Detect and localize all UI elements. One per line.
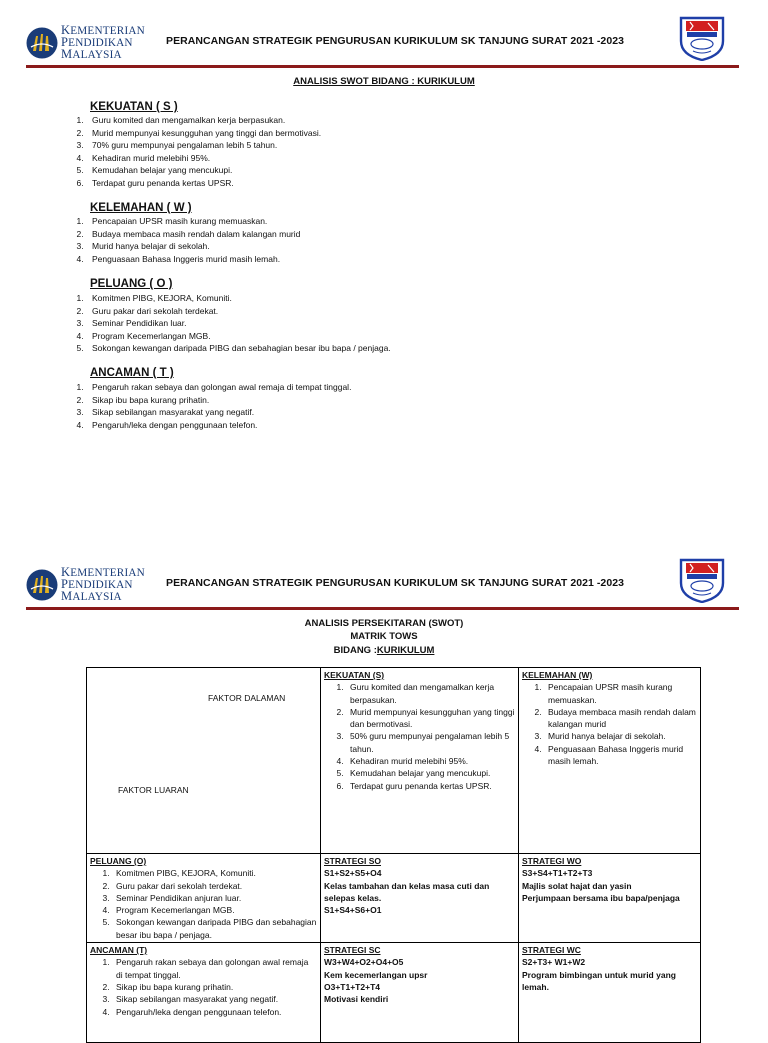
- header-divider: [26, 607, 739, 610]
- list-item: 4. Kehadiran murid melebihi 95%.: [346, 755, 515, 767]
- school-crest: [678, 15, 726, 61]
- section-heading-opportunities: PELUANG ( O ): [90, 278, 173, 290]
- internal-factor-label: FAKTOR DALAMAN: [208, 693, 286, 703]
- list-item: 5. Sokongan kewangan daripada PIBG dan sebahagian besar ibu bapa / penjaga.: [112, 916, 317, 941]
- list-item: 5. Sokongan kewangan daripada PIBG dan sebahagian besar ibu bapa / penjaga.: [86, 342, 391, 355]
- table-row: [87, 943, 701, 1043]
- strategy-wc-cell: STRATEGI WC S2+T3+ W1+W2 Program bimbingan untuk murid yang lemah.: [519, 943, 701, 1043]
- ministry-emblem-icon: [26, 27, 58, 59]
- list-item: 3. 50% guru mempunyai pengalaman lebih 5 tahun.: [346, 730, 515, 755]
- list-item: 1. Pengaruh rakan sebaya dan golongan awal remaja di tempat tinggal.: [86, 381, 351, 394]
- weaknesses-cell: KELEMAHAN (W) 1. Pencapaian UPSR masih kurang memuaskan. 2. Budaya membaca masih rendah dalam kalangan murid 3. Murid hanya belajar di sekolah. 4. Penguasaan Bahasa Inggeris murid masih lemah.: [519, 668, 701, 854]
- list-item: 2. Sikap ibu bapa kurang prihatin.: [112, 981, 317, 993]
- table-row: [87, 854, 701, 943]
- list-item: 3. Seminar Pendidikan luar.: [86, 317, 391, 330]
- strengths-list: [56, 114, 321, 190]
- threats-list: [56, 381, 351, 431]
- section-heading-threats: ANCAMAN ( T ): [90, 367, 174, 379]
- list-item: 4. Program Kecemerlangan MGB.: [86, 330, 391, 343]
- list-item: 2. Guru pakar dari sekolah terdekat.: [86, 305, 391, 318]
- strategy-wo-cell: STRATEGI WO S3+S4+T1+T2+T3 Majlis solat hajat dan yasin Perjumpaan bersama ibu bapa/penjaga: [519, 854, 701, 943]
- ministry-logo: [26, 25, 151, 59]
- list-item: 3. Murid hanya belajar di sekolah.: [544, 730, 697, 742]
- ministry-emblem-icon: [26, 569, 58, 601]
- external-factor-label: FAKTOR LUARAN: [118, 785, 189, 795]
- strategy-so-cell: STRATEGI SO S1+S2+S5+O4 Kelas tambahan dan kelas masa cuti dan selepas kelas. S1+S4+S6+O1: [321, 854, 519, 943]
- header-divider: [26, 65, 739, 68]
- threats-cell: ANCAMAN (T) 1. Pengaruh rakan sebaya dan golongan awal remaja di tempat tinggal. 2. Sikap ibu bapa kurang prihatin. 3. Sikap sebilangan masyarakat yang negatif. 4. Pengaruh/leka dengan penggunaan telefon.: [87, 943, 321, 1043]
- list-item: 3. Murid hanya belajar di sekolah.: [86, 240, 300, 253]
- list-item: 2. Budaya membaca masih rendah dalam kalangan murid: [544, 706, 697, 731]
- opportunities-list: [56, 292, 391, 355]
- list-item: 1. Pencapaian UPSR masih kurang memuaskan.: [544, 681, 697, 706]
- list-item: 2. Sikap ibu bapa kurang prihatin.: [86, 394, 351, 407]
- list-item: 4. Pengaruh/leka dengan penggunaan telefon.: [112, 1006, 317, 1018]
- list-item: 3. Seminar Pendidikan anjuran luar.: [112, 892, 317, 904]
- list-item: 4. Penguasaan Bahasa Inggeris murid masih lemah.: [86, 253, 300, 266]
- header-title: PERANCANGAN STRATEGIK PENGURUSAN KURIKULUM SK TANJUNG SURAT 2021 -2023: [166, 577, 624, 589]
- list-item: 1. Komitmen PIBG, KEJORA, Komuniti.: [86, 292, 391, 305]
- section-heading-weaknesses: KELEMAHAN ( W ): [90, 202, 192, 214]
- list-item: 1. Pengaruh rakan sebaya dan golongan awal remaja di tempat tinggal.: [112, 956, 317, 981]
- list-item: 1. Komitmen PIBG, KEJORA, Komuniti.: [112, 867, 317, 879]
- list-item: 6. Terdapat guru penanda kertas UPSR.: [346, 780, 515, 792]
- list-item: 1. Guru komited dan mengamalkan kerja berpasukan.: [346, 681, 515, 706]
- tows-title-3: BIDANG :KURIKULUM: [333, 645, 435, 656]
- list-item: 2. Murid mempunyai kesungguhan yang tinggi dan bermotivasi.: [86, 127, 321, 140]
- list-item: 2. Murid mempunyai kesungguhan yang tinggi dan bermotivasi.: [346, 706, 515, 731]
- tows-title-2: MATRIK TOWS: [350, 631, 418, 642]
- list-item: 1. Guru komited dan mengamalkan kerja berpasukan.: [86, 114, 321, 127]
- list-item: 2. Budaya membaca masih rendah dalam kalangan murid: [86, 228, 300, 241]
- ministry-logo: [26, 567, 151, 601]
- logo-text: KEMENTERIAN PENDIDIKAN MALAYSIA: [61, 565, 145, 603]
- section-heading-strengths: KEKUATAN ( S ): [90, 101, 178, 113]
- logo-text: KEMENTERIAN PENDIDIKAN MALAYSIA: [61, 23, 145, 61]
- list-item: 3. Sikap sebilangan masyarakat yang negatif.: [86, 406, 351, 419]
- list-item: 3. 70% guru mempunyai pengalaman lebih 5 tahun.: [86, 139, 321, 152]
- list-item: 4. Pengaruh/leka dengan penggunaan telefon.: [86, 419, 351, 432]
- list-item: 2. Guru pakar dari sekolah terdekat.: [112, 880, 317, 892]
- list-item: 6. Terdapat guru penanda kertas UPSR.: [86, 177, 321, 190]
- strategy-sc-cell: STRATEGI SC W3+W4+O2+O4+O5 Kem kecemerlangan upsr O3+T1+T2+T4 Motivasi kendiri: [321, 943, 519, 1043]
- swot-page-title: ANALISIS SWOT BIDANG : KURIKULUM: [293, 76, 475, 87]
- list-item: 3. Sikap sebilangan masyarakat yang negatif.: [112, 993, 317, 1005]
- header-title: PERANCANGAN STRATEGIK PENGURUSAN KURIKULUM SK TANJUNG SURAT 2021 -2023: [166, 35, 624, 47]
- list-item: 5. Kemudahan belajar yang mencukupi.: [346, 767, 515, 779]
- strengths-cell: KEKUATAN (S) 1. Guru komited dan mengamalkan kerja berpasukan. 2. Murid mempunyai kesungguhan yang tinggi dan bermotivasi. 3. 50% guru mempunyai pengalaman lebih 5 tahun. 4. Kehadiran murid melebihi 95%. 5. Kemudahan belajar yang mencukupi. 6. Terdapat guru penanda kertas UPSR.: [321, 668, 519, 854]
- list-item: 5. Kemudahan belajar yang mencukupi.: [86, 164, 321, 177]
- corner-cell: [87, 668, 321, 854]
- opportunities-cell: PELUANG (O) 1. Komitmen PIBG, KEJORA, Komuniti. 2. Guru pakar dari sekolah terdekat. 3. Seminar Pendidikan anjuran luar. 4. Program Kecemerlangan MGB. 5. Sokongan kewangan daripada PIBG dan sebahagian besar ibu bapa / penjaga.: [87, 854, 321, 943]
- list-item: 4. Program Kecemerlangan MGB.: [112, 904, 317, 916]
- tows-title-1: ANALISIS PERSEKITARAN (SWOT): [304, 618, 464, 629]
- school-crest-icon: [678, 15, 726, 61]
- weaknesses-list: [56, 215, 300, 265]
- school-crest-icon: [678, 557, 726, 603]
- school-crest: [678, 557, 726, 603]
- list-item: 4. Penguasaan Bahasa Inggeris murid masih lemah.: [544, 743, 697, 768]
- list-item: 4. Kehadiran murid melebihi 95%.: [86, 152, 321, 165]
- tows-matrix-table: [86, 667, 701, 1043]
- list-item: 1. Pencapaian UPSR masih kurang memuaskan.: [86, 215, 300, 228]
- table-row: [87, 668, 701, 854]
